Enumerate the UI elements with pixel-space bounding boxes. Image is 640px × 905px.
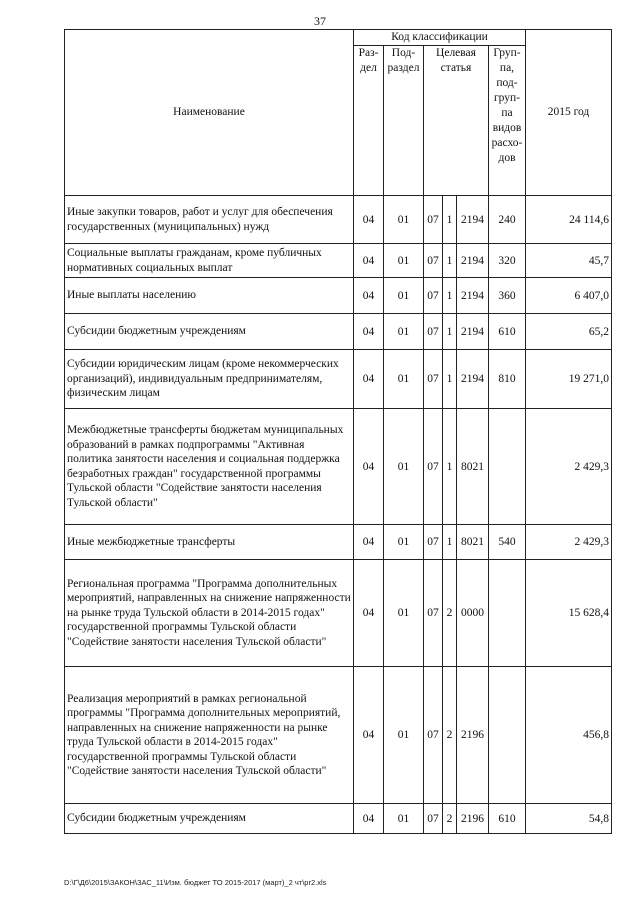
row-target-subprogram: 2 xyxy=(443,804,457,834)
row-amount: 24 114,6 xyxy=(526,196,612,244)
row-podrazdel: 01 xyxy=(384,314,424,350)
row-amount: 2 429,3 xyxy=(526,525,612,560)
table-row xyxy=(65,196,612,244)
row-name: Субсидии юридическим лицам (кроме некоммерческих организаций), индивидуальным предпринимателям, физическим лицам xyxy=(65,350,354,409)
row-podrazdel: 01 xyxy=(384,196,424,244)
row-amount: 456,8 xyxy=(526,667,612,804)
row-razdel: 04 xyxy=(354,314,384,350)
table-row xyxy=(65,350,612,409)
row-razdel: 04 xyxy=(354,409,384,525)
file-path-footer: D:\Г\Д6\2015\ЗАКОН\ЗАС_11\Изм. бюджет ТО 2015-2017 (март)_2 чт\pr2.xls xyxy=(64,878,327,887)
row-target-program: 07 xyxy=(424,314,443,350)
row-target-program: 07 xyxy=(424,560,443,667)
table-row xyxy=(65,278,612,314)
table-row xyxy=(65,525,612,560)
header-classification: Код классификации xyxy=(354,30,526,46)
row-target-subprogram: 2 xyxy=(443,560,457,667)
row-target-program: 07 xyxy=(424,525,443,560)
row-group: 240 xyxy=(489,196,526,244)
row-target-direction: 2194 xyxy=(457,244,489,278)
row-name: Субсидии бюджетным учреждениям xyxy=(65,314,354,350)
row-podrazdel: 01 xyxy=(384,804,424,834)
row-target-direction: 0000 xyxy=(457,560,489,667)
row-razdel: 04 xyxy=(354,804,384,834)
row-name: Социальные выплаты гражданам, кроме публичных нормативных социальных выплат xyxy=(65,244,354,278)
row-amount: 15 628,4 xyxy=(526,560,612,667)
row-podrazdel: 01 xyxy=(384,278,424,314)
row-group: 320 xyxy=(489,244,526,278)
table-row xyxy=(65,314,612,350)
row-amount: 54,8 xyxy=(526,804,612,834)
row-podrazdel: 01 xyxy=(384,667,424,804)
row-amount: 2 429,3 xyxy=(526,409,612,525)
row-target-direction: 2194 xyxy=(457,314,489,350)
table-row xyxy=(65,409,612,525)
row-amount: 6 407,0 xyxy=(526,278,612,314)
row-podrazdel: 01 xyxy=(384,244,424,278)
row-amount: 45,7 xyxy=(526,244,612,278)
row-target-direction: 2194 xyxy=(457,350,489,409)
row-target-subprogram: 1 xyxy=(443,278,457,314)
row-group xyxy=(489,667,526,804)
table-row xyxy=(65,560,612,667)
row-name: Региональная программа "Программа дополнительных мероприятий, направленных на снижение напряженности на рынке труда Тульской области в 2014-2015 годах" государственной программы Тульской области "Содействие занятости населения Тульской области" xyxy=(65,560,354,667)
row-name: Реализация мероприятий в рамках региональной программы "Программа дополнительных мероприятий, направленных на снижение напряженности на рынке труда Тульской области в 2014-2015 годах" государственной программы Тульской области "Содействие занятости населения Тульской области" xyxy=(65,667,354,804)
row-name: Иные межбюджетные трансферты xyxy=(65,525,354,560)
row-group: 540 xyxy=(489,525,526,560)
table-row xyxy=(65,667,612,804)
row-target-subprogram: 1 xyxy=(443,409,457,525)
row-target-subprogram: 1 xyxy=(443,525,457,560)
row-target-direction: 2196 xyxy=(457,804,489,834)
row-target-program: 07 xyxy=(424,196,443,244)
row-group: 360 xyxy=(489,278,526,314)
row-podrazdel: 01 xyxy=(384,409,424,525)
row-name: Межбюджетные трансферты бюджетам муниципальных образований в рамках подпрограммы "Активная политика занятости населения и социальная поддержка безработных граждан" государственной программы Тульской области "Содействие занятости населения Тульской области" xyxy=(65,409,354,525)
row-amount: 19 271,0 xyxy=(526,350,612,409)
header-group: Груп-па, под-груп-па видов расхо-дов xyxy=(489,46,526,196)
budget-table xyxy=(64,29,612,834)
row-target-subprogram: 1 xyxy=(443,314,457,350)
row-razdel: 04 xyxy=(354,196,384,244)
header-razdel: Раз-дел xyxy=(354,46,384,196)
row-target-program: 07 xyxy=(424,667,443,804)
header-year: 2015 год xyxy=(526,30,612,196)
row-target-subprogram: 1 xyxy=(443,196,457,244)
header-podrazdel: Под-раздел xyxy=(384,46,424,196)
row-group xyxy=(489,560,526,667)
row-name: Иные выплаты населению xyxy=(65,278,354,314)
row-name: Субсидии бюджетным учреждениям xyxy=(65,804,354,834)
header-target: Целевая статья xyxy=(424,46,489,196)
table-row xyxy=(65,804,612,834)
row-target-program: 07 xyxy=(424,350,443,409)
row-group: 610 xyxy=(489,314,526,350)
row-podrazdel: 01 xyxy=(384,560,424,667)
row-target-direction: 2194 xyxy=(457,278,489,314)
row-target-program: 07 xyxy=(424,409,443,525)
row-razdel: 04 xyxy=(354,667,384,804)
row-podrazdel: 01 xyxy=(384,350,424,409)
row-target-program: 07 xyxy=(424,278,443,314)
row-target-program: 07 xyxy=(424,244,443,278)
row-target-subprogram: 1 xyxy=(443,244,457,278)
page-number: 37 xyxy=(314,14,326,28)
row-razdel: 04 xyxy=(354,560,384,667)
row-group: 610 xyxy=(489,804,526,834)
row-razdel: 04 xyxy=(354,244,384,278)
row-razdel: 04 xyxy=(354,525,384,560)
table-header xyxy=(65,30,612,196)
row-name: Иные закупки товаров, работ и услуг для обеспечения государственных (муниципальных) нужд xyxy=(65,196,354,244)
row-target-direction: 8021 xyxy=(457,409,489,525)
row-target-direction: 2194 xyxy=(457,196,489,244)
row-group xyxy=(489,409,526,525)
row-podrazdel: 01 xyxy=(384,525,424,560)
row-target-program: 07 xyxy=(424,804,443,834)
row-group: 810 xyxy=(489,350,526,409)
row-razdel: 04 xyxy=(354,350,384,409)
header-name: Наименование xyxy=(65,30,354,196)
row-razdel: 04 xyxy=(354,278,384,314)
row-amount: 65,2 xyxy=(526,314,612,350)
row-target-subprogram: 1 xyxy=(443,350,457,409)
row-target-direction: 2196 xyxy=(457,667,489,804)
row-target-direction: 8021 xyxy=(457,525,489,560)
row-target-subprogram: 2 xyxy=(443,667,457,804)
table-row xyxy=(65,244,612,278)
